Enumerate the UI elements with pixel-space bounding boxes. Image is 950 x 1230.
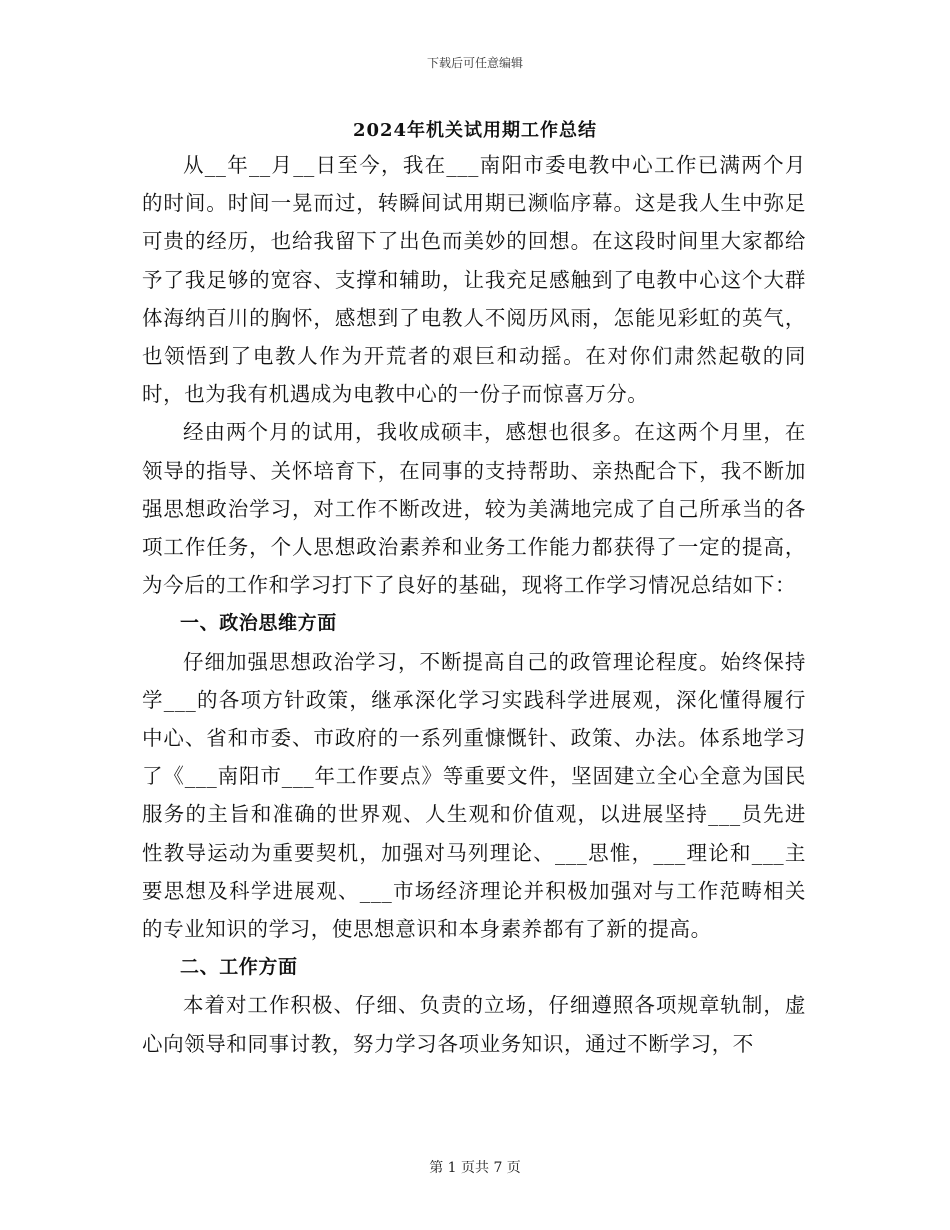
paragraph-work: 本着对工作积极、仔细、负责的立场，仔细遵照各项规章轨制，虚心向领导和同事讨教，努力学习各项业务知识，通过不断学习，不 (142, 993, 806, 1056)
header-note: 下载后可任意编辑 (426, 56, 523, 70)
paragraph-summary: 经由两个月的试用，我收成硕丰，感想也很多。在这两个月里，在领导的指导、关怀培育下，在同事的支持帮助、亲热配合下，我不断加强思想政治学习，对工作不断改进，较为美满地完成了自己所承当的各项工作任务，个人思想政治素养和业务工作能力都获得了一定的提高，为今后的工作和学习打下了良好的基础，现将工作学习情况总结如下： (142, 420, 806, 598)
page-number: 第 1 页共 7 页 (429, 1160, 521, 1176)
document-title: 2024年机关试用期工作总结 (352, 120, 598, 141)
paragraph-political: 仔细加强思想政治学习，不断提高自己的政管理论程度。始终保持学___的各项方针政策，继承深化学习实践科学进展观，深化懂得履行中心、省和市委、市政府的一系列重慷慨针、政策、办法。体系地学习了《___南阳市___年工作要点》等重要文件，坚固建立全心全意为国民服务的主旨和准确的世界观、人生观和价值观，以进展坚持___员先进性教导运动为重要契机，加强对马列理论、___思惟，___理论和___主要思想及科学进展观、___市场经济理论并积极加强对与工作范畴相关的专业知识的学习，使思想意识和本身素养都有了新的提高。 (142, 649, 806, 942)
section-heading-political: 一、政治思维方面 (180, 612, 337, 635)
paragraph-intro: 从__年__月__日至今，我在___南阳市委电教中心工作已满两个月的时间。时间一晃而过，转瞬间试用期已濒临序幕。这是我人生中弥足可贵的经历，也给我留下了出色而美妙的回想。在这段时间里大家都给予了我足够的宽容、支撑和辅助，让我充足感触到了电教中心这个大群体海纳百川的胸怀，感想到了电教人不阅历风雨，怎能见彩虹的英气，也领悟到了电教人作为开荒者的艰巨和动摇。在对你们肃然起敬的同时，也为我有机遇成为电教中心的一份子而惊喜万分。 (142, 153, 806, 407)
document-body (142, 146, 806, 1063)
section-heading-work: 二、工作方面 (180, 956, 298, 979)
